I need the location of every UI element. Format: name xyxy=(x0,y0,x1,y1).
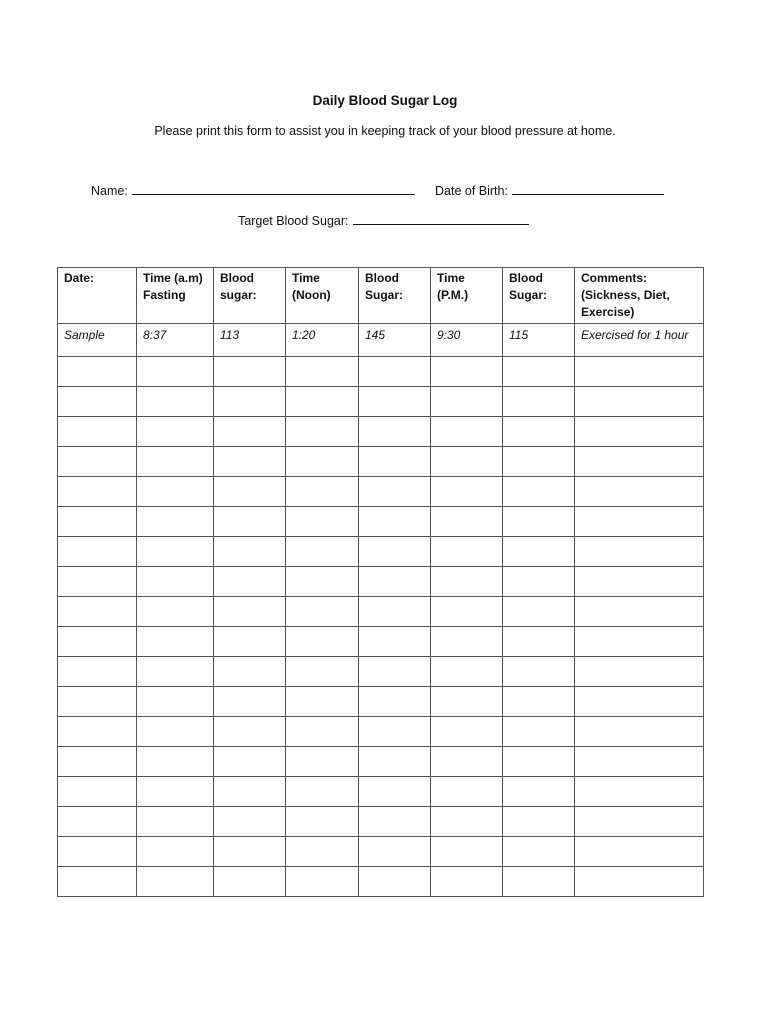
log-cell-blood-sugar-pm[interactable] xyxy=(503,867,575,897)
log-cell-time-pm[interactable] xyxy=(431,657,503,687)
log-cell-blood-sugar-pm[interactable] xyxy=(503,717,575,747)
log-cell-time-noon[interactable] xyxy=(286,837,359,867)
log-cell-blood-sugar-am[interactable] xyxy=(214,777,286,807)
header-comments-line: Comments: xyxy=(581,271,648,285)
log-cell-blood-sugar-pm[interactable] xyxy=(503,837,575,867)
log-cell-time-pm[interactable] xyxy=(431,447,503,477)
blood-sugar-log-table xyxy=(57,267,704,897)
log-cell-blood-sugar-noon[interactable] xyxy=(359,597,431,627)
log-cell-blood-sugar-am[interactable] xyxy=(214,657,286,687)
log-cell-time-noon[interactable] xyxy=(286,567,359,597)
log-cell-blood-sugar-noon[interactable] xyxy=(359,687,431,717)
log-cell-comments[interactable] xyxy=(575,717,704,747)
log-cell-time-noon[interactable] xyxy=(286,507,359,537)
log-cell-blood-sugar-noon[interactable] xyxy=(359,357,431,387)
log-cell-blood-sugar-pm[interactable] xyxy=(503,417,575,447)
log-cell-time-am-fasting[interactable] xyxy=(137,567,214,597)
log-cell-time-pm[interactable] xyxy=(431,807,503,837)
log-cell-blood-sugar-am[interactable] xyxy=(214,807,286,837)
log-cell-comments[interactable] xyxy=(575,477,704,507)
header-time-am-fasting-line: Time (a.m) xyxy=(143,271,203,285)
log-cell-time-am-fasting[interactable] xyxy=(137,627,214,657)
log-cell-comments[interactable] xyxy=(575,357,704,387)
log-cell-date[interactable] xyxy=(58,867,137,897)
sample-row xyxy=(58,324,704,357)
log-entry-row xyxy=(58,417,704,447)
name-label: Name: xyxy=(91,184,128,198)
log-cell-blood-sugar-noon[interactable] xyxy=(359,537,431,567)
log-cell-date[interactable] xyxy=(58,837,137,867)
sample-cell-blood-sugar-noon: 145 xyxy=(359,324,431,357)
log-cell-blood-sugar-am[interactable] xyxy=(214,867,286,897)
log-cell-time-am-fasting[interactable] xyxy=(137,807,214,837)
header-comments xyxy=(575,268,704,324)
log-cell-time-noon[interactable] xyxy=(286,687,359,717)
dob-blank-line[interactable] xyxy=(512,182,664,195)
sample-cell-time-noon: 1:20 xyxy=(286,324,359,357)
log-entry-row xyxy=(58,747,704,777)
log-cell-blood-sugar-am[interactable] xyxy=(214,747,286,777)
name-blank-line[interactable] xyxy=(132,182,415,195)
log-cell-date[interactable] xyxy=(58,657,137,687)
log-cell-time-pm[interactable] xyxy=(431,777,503,807)
header-time-pm-line: Time xyxy=(437,271,465,285)
log-cell-time-pm[interactable] xyxy=(431,687,503,717)
log-cell-date[interactable] xyxy=(58,717,137,747)
log-cell-time-pm[interactable] xyxy=(431,717,503,747)
log-cell-time-am-fasting[interactable] xyxy=(137,417,214,447)
target-blood-sugar-field[interactable] xyxy=(238,212,529,228)
log-cell-date[interactable] xyxy=(58,447,137,477)
log-cell-time-pm[interactable] xyxy=(431,417,503,447)
log-cell-time-am-fasting[interactable] xyxy=(137,687,214,717)
log-cell-blood-sugar-noon[interactable] xyxy=(359,477,431,507)
target-blood-sugar-blank-line[interactable] xyxy=(353,212,529,225)
header-blood-sugar-pm xyxy=(503,268,575,324)
log-cell-time-noon[interactable] xyxy=(286,657,359,687)
header-time-noon xyxy=(286,268,359,324)
log-cell-time-pm[interactable] xyxy=(431,597,503,627)
log-cell-blood-sugar-noon[interactable] xyxy=(359,447,431,477)
log-cell-time-am-fasting[interactable] xyxy=(137,387,214,417)
log-cell-time-pm[interactable] xyxy=(431,537,503,567)
log-cell-blood-sugar-am[interactable] xyxy=(214,447,286,477)
log-cell-time-pm[interactable] xyxy=(431,867,503,897)
header-blood-sugar-pm-line: Sugar: xyxy=(509,288,548,302)
log-cell-blood-sugar-pm[interactable] xyxy=(503,597,575,627)
header-blood-sugar-pm-line: Blood xyxy=(509,271,543,285)
log-cell-time-am-fasting[interactable] xyxy=(137,537,214,567)
log-cell-time-noon[interactable] xyxy=(286,777,359,807)
log-entry-row xyxy=(58,717,704,747)
header-row xyxy=(58,268,704,324)
log-cell-date[interactable] xyxy=(58,477,137,507)
dob-field[interactable] xyxy=(435,182,664,198)
log-cell-blood-sugar-am[interactable] xyxy=(214,597,286,627)
log-cell-date[interactable] xyxy=(58,747,137,777)
log-cell-comments[interactable] xyxy=(575,447,704,477)
log-entry-row xyxy=(58,537,704,567)
log-cell-comments[interactable] xyxy=(575,567,704,597)
log-cell-date[interactable] xyxy=(58,597,137,627)
log-entry-row xyxy=(58,507,704,537)
log-cell-blood-sugar-am[interactable] xyxy=(214,507,286,537)
log-cell-comments[interactable] xyxy=(575,507,704,537)
log-cell-time-noon[interactable] xyxy=(286,807,359,837)
log-cell-date[interactable] xyxy=(58,687,137,717)
log-cell-comments[interactable] xyxy=(575,657,704,687)
log-cell-time-noon[interactable] xyxy=(286,357,359,387)
log-cell-blood-sugar-noon[interactable] xyxy=(359,807,431,837)
log-cell-comments[interactable] xyxy=(575,837,704,867)
log-cell-date[interactable] xyxy=(58,807,137,837)
header-comments-line: (Sickness, Diet, xyxy=(581,288,670,302)
log-cell-blood-sugar-pm[interactable] xyxy=(503,537,575,567)
log-cell-time-am-fasting[interactable] xyxy=(137,747,214,777)
log-cell-time-am-fasting[interactable] xyxy=(137,477,214,507)
log-cell-time-noon[interactable] xyxy=(286,867,359,897)
log-cell-comments[interactable] xyxy=(575,807,704,837)
log-cell-blood-sugar-am[interactable] xyxy=(214,567,286,597)
log-entry-row xyxy=(58,657,704,687)
log-cell-date[interactable] xyxy=(58,567,137,597)
header-date-line: Date: xyxy=(64,271,95,285)
log-entry-row xyxy=(58,597,704,627)
target-blood-sugar-label: Target Blood Sugar: xyxy=(238,214,349,228)
log-cell-blood-sugar-pm[interactable] xyxy=(503,387,575,417)
header-blood-sugar-am-line: Blood xyxy=(220,271,254,285)
log-cell-blood-sugar-pm[interactable] xyxy=(503,687,575,717)
header-time-pm-line: (P.M.) xyxy=(437,288,469,302)
log-cell-time-pm[interactable] xyxy=(431,387,503,417)
log-cell-blood-sugar-pm[interactable] xyxy=(503,777,575,807)
log-cell-comments[interactable] xyxy=(575,627,704,657)
log-cell-comments[interactable] xyxy=(575,687,704,717)
log-cell-time-noon[interactable] xyxy=(286,447,359,477)
log-cell-blood-sugar-noon[interactable] xyxy=(359,657,431,687)
log-cell-blood-sugar-pm[interactable] xyxy=(503,567,575,597)
log-cell-time-am-fasting[interactable] xyxy=(137,657,214,687)
log-cell-time-noon[interactable] xyxy=(286,417,359,447)
log-cell-blood-sugar-am[interactable] xyxy=(214,477,286,507)
log-entry-row xyxy=(58,807,704,837)
log-entry-row xyxy=(58,867,704,897)
log-cell-date[interactable] xyxy=(58,537,137,567)
log-cell-date[interactable] xyxy=(58,627,137,657)
log-entry-row xyxy=(58,387,704,417)
sample-cell-blood-sugar-am: 113 xyxy=(214,324,286,357)
log-cell-comments[interactable] xyxy=(575,747,704,777)
header-time-noon-line: Time xyxy=(292,271,320,285)
log-cell-blood-sugar-noon[interactable] xyxy=(359,507,431,537)
log-cell-blood-sugar-am[interactable] xyxy=(214,357,286,387)
header-blood-sugar-am-line: sugar: xyxy=(220,288,257,302)
header-time-am-fasting xyxy=(137,268,214,324)
log-cell-time-am-fasting[interactable] xyxy=(137,507,214,537)
log-entry-row xyxy=(58,447,704,477)
log-cell-time-noon[interactable] xyxy=(286,387,359,417)
log-cell-blood-sugar-am[interactable] xyxy=(214,627,286,657)
sample-cell-blood-sugar-pm: 115 xyxy=(503,324,575,357)
log-cell-date[interactable] xyxy=(58,777,137,807)
log-cell-time-noon[interactable] xyxy=(286,537,359,567)
header-time-am-fasting-line: Fasting xyxy=(143,288,186,302)
log-cell-time-pm[interactable] xyxy=(431,627,503,657)
log-cell-time-noon[interactable] xyxy=(286,717,359,747)
log-cell-blood-sugar-am[interactable] xyxy=(214,537,286,567)
log-cell-blood-sugar-pm[interactable] xyxy=(503,507,575,537)
sample-cell-time-am-fasting: 8:37 xyxy=(137,324,214,357)
log-cell-blood-sugar-am[interactable] xyxy=(214,387,286,417)
log-cell-time-am-fasting[interactable] xyxy=(137,447,214,477)
log-cell-blood-sugar-pm[interactable] xyxy=(503,477,575,507)
log-cell-blood-sugar-pm[interactable] xyxy=(503,627,575,657)
header-blood-sugar-noon-line: Sugar: xyxy=(365,288,404,302)
log-cell-time-am-fasting[interactable] xyxy=(137,717,214,747)
form-title: Daily Blood Sugar Log xyxy=(312,93,458,108)
log-cell-date[interactable] xyxy=(58,387,137,417)
log-cell-time-am-fasting[interactable] xyxy=(137,837,214,867)
log-cell-time-noon[interactable] xyxy=(286,747,359,777)
log-entry-row xyxy=(58,567,704,597)
log-cell-blood-sugar-pm[interactable] xyxy=(503,657,575,687)
header-time-pm xyxy=(431,268,503,324)
log-cell-time-noon[interactable] xyxy=(286,627,359,657)
log-cell-blood-sugar-noon[interactable] xyxy=(359,777,431,807)
log-cell-blood-sugar-pm[interactable] xyxy=(503,447,575,477)
header-blood-sugar-noon-line: Blood xyxy=(365,271,399,285)
log-entry-row xyxy=(58,777,704,807)
log-cell-blood-sugar-am[interactable] xyxy=(214,687,286,717)
log-cell-blood-sugar-noon[interactable] xyxy=(359,717,431,747)
log-cell-time-noon[interactable] xyxy=(286,597,359,627)
header-comments-line: Exercise) xyxy=(581,305,635,319)
log-cell-comments[interactable] xyxy=(575,597,704,627)
log-cell-date[interactable] xyxy=(58,507,137,537)
log-entry-row xyxy=(58,687,704,717)
form-instructions: Please print this form to assist you in keeping track of your blood pressure at home. xyxy=(154,124,616,138)
log-cell-time-noon[interactable] xyxy=(286,477,359,507)
log-cell-time-pm[interactable] xyxy=(431,507,503,537)
log-entry-row xyxy=(58,477,704,507)
log-cell-blood-sugar-noon[interactable] xyxy=(359,567,431,597)
log-cell-comments[interactable] xyxy=(575,867,704,897)
log-cell-time-pm[interactable] xyxy=(431,357,503,387)
log-entry-row xyxy=(58,627,704,657)
log-cell-time-am-fasting[interactable] xyxy=(137,357,214,387)
log-cell-blood-sugar-noon[interactable] xyxy=(359,747,431,777)
log-cell-blood-sugar-noon[interactable] xyxy=(359,627,431,657)
sample-cell-time-pm: 9:30 xyxy=(431,324,503,357)
sample-cell-comments: Exercised for 1 hour xyxy=(575,324,704,357)
name-field[interactable] xyxy=(91,182,415,198)
log-cell-time-am-fasting[interactable] xyxy=(137,867,214,897)
log-cell-blood-sugar-pm[interactable] xyxy=(503,357,575,387)
log-cell-blood-sugar-am[interactable] xyxy=(214,837,286,867)
log-entry-row xyxy=(58,837,704,867)
log-cell-blood-sugar-am[interactable] xyxy=(214,717,286,747)
log-cell-comments[interactable] xyxy=(575,417,704,447)
log-cell-blood-sugar-pm[interactable] xyxy=(503,807,575,837)
log-cell-comments[interactable] xyxy=(575,387,704,417)
log-cell-time-pm[interactable] xyxy=(431,747,503,777)
log-cell-blood-sugar-noon[interactable] xyxy=(359,837,431,867)
log-cell-date[interactable] xyxy=(58,357,137,387)
log-cell-blood-sugar-noon[interactable] xyxy=(359,417,431,447)
log-cell-time-am-fasting[interactable] xyxy=(137,597,214,627)
log-cell-blood-sugar-noon[interactable] xyxy=(359,867,431,897)
log-cell-blood-sugar-pm[interactable] xyxy=(503,747,575,777)
dob-label: Date of Birth: xyxy=(435,184,508,198)
header-time-noon-line: (Noon) xyxy=(292,288,331,302)
sample-cell-date: Sample xyxy=(58,324,137,357)
log-cell-comments[interactable] xyxy=(575,777,704,807)
log-cell-blood-sugar-am[interactable] xyxy=(214,417,286,447)
log-cell-time-pm[interactable] xyxy=(431,477,503,507)
header-date xyxy=(58,268,137,324)
log-cell-date[interactable] xyxy=(58,417,137,447)
log-cell-blood-sugar-noon[interactable] xyxy=(359,387,431,417)
log-cell-time-pm[interactable] xyxy=(431,567,503,597)
header-blood-sugar-am xyxy=(214,268,286,324)
log-cell-time-am-fasting[interactable] xyxy=(137,777,214,807)
header-blood-sugar-noon xyxy=(359,268,431,324)
log-cell-time-pm[interactable] xyxy=(431,837,503,867)
log-entry-row xyxy=(58,357,704,387)
log-cell-comments[interactable] xyxy=(575,537,704,567)
